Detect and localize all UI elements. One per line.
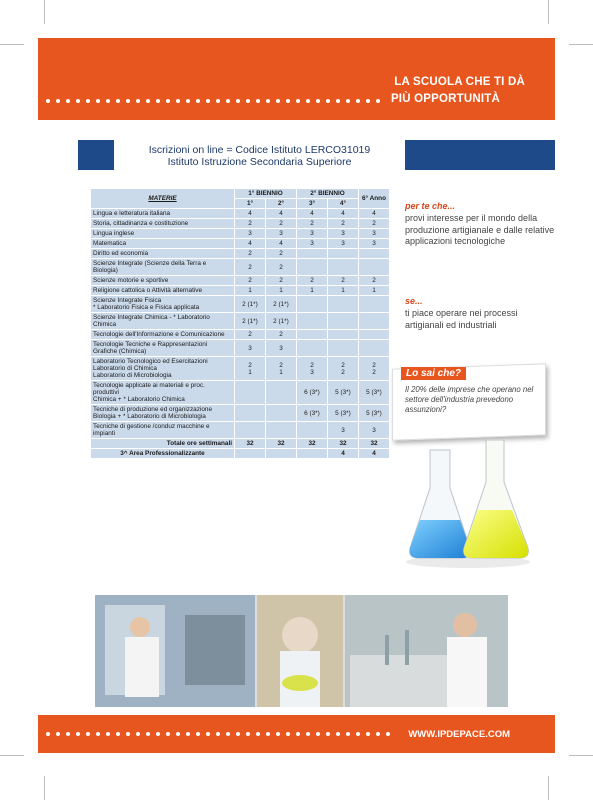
hours-cell bbox=[328, 249, 359, 259]
hours-cell: 2 bbox=[297, 276, 328, 286]
crop-mark bbox=[0, 755, 24, 756]
total-value: 32 bbox=[328, 439, 359, 449]
footer-banner bbox=[38, 715, 555, 753]
total-value: 32 bbox=[297, 439, 328, 449]
info-bar-left bbox=[78, 140, 114, 170]
crop-mark bbox=[548, 776, 549, 800]
hours-cell bbox=[359, 296, 390, 313]
subject-name: Lingua e letteratura italiana bbox=[91, 209, 235, 219]
subject-name: Matematica bbox=[91, 239, 235, 249]
hours-cell bbox=[266, 381, 297, 405]
subject-name: Tecniche di produzione ed organizzazione Biologia + * Laboratorio di Microbiologia bbox=[91, 405, 235, 422]
hours-cell: 3 bbox=[328, 239, 359, 249]
subject-name: Tecnologie applicate ai materiali e proc. produttivi Chimica + * Laboratorio Chimica bbox=[91, 381, 235, 405]
subject-name: Diritto ed economia bbox=[91, 249, 235, 259]
hours-cell: 5 (3*) bbox=[359, 381, 390, 405]
area-value: 4 bbox=[359, 449, 390, 459]
subject-name: Storia, cittadinanza e costituzione bbox=[91, 219, 235, 229]
area-label: 3^ Area Professionalizzante bbox=[91, 449, 235, 459]
subject-name: Religione cattolica o Attività alternative bbox=[91, 286, 235, 296]
hours-cell bbox=[235, 381, 266, 405]
hours-cell: 2 bbox=[359, 276, 390, 286]
hours-cell bbox=[359, 330, 390, 340]
subject-row bbox=[91, 405, 390, 422]
hours-cell: 4 bbox=[266, 239, 297, 249]
hours-cell: 2 (1*) bbox=[235, 296, 266, 313]
hours-cell: 5 (3*) bbox=[328, 381, 359, 405]
total-label: Totale ore settimanali bbox=[91, 439, 235, 449]
subject-row bbox=[91, 296, 390, 313]
hours-cell bbox=[359, 313, 390, 330]
total-value: 32 bbox=[359, 439, 390, 449]
hours-cell: 2 bbox=[266, 219, 297, 229]
crop-mark bbox=[44, 0, 45, 24]
header-year: 2° bbox=[266, 199, 297, 209]
hours-cell: 3 bbox=[359, 422, 390, 439]
hours-cell: 4 bbox=[235, 239, 266, 249]
lo-sai-che-text: Il 20% delle imprese che operano nel settore dell'industria prevedono assunzioni? bbox=[405, 385, 534, 414]
hours-cell: 2 bbox=[235, 219, 266, 229]
dotted-line bbox=[46, 732, 396, 736]
subject-row bbox=[91, 209, 390, 219]
lo-sai-che-tag: Lo sai che? bbox=[401, 367, 466, 380]
hours-cell bbox=[328, 296, 359, 313]
hours-cell: 2 bbox=[359, 219, 390, 229]
subject-name: Scienze motorie e sportive bbox=[91, 276, 235, 286]
hours-cell: 6 (3*) bbox=[297, 405, 328, 422]
crop-mark bbox=[0, 44, 24, 45]
header-biennio-2: 2° BIENNIO bbox=[297, 189, 359, 199]
header-banner bbox=[38, 38, 555, 120]
subject-row bbox=[91, 276, 390, 286]
banner-title-line1: LA SCUOLA CHE TI DÀ bbox=[394, 76, 525, 88]
hours-cell: 3 bbox=[359, 229, 390, 239]
hours-cell: 2 bbox=[328, 219, 359, 229]
hours-cell: 1 bbox=[359, 286, 390, 296]
header-biennio-1: 1° BIENNIO bbox=[235, 189, 297, 199]
subject-row bbox=[91, 249, 390, 259]
hours-cell: 3 bbox=[328, 422, 359, 439]
subject-row bbox=[91, 340, 390, 357]
hours-cell: 3 bbox=[328, 229, 359, 239]
hours-cell: 2 bbox=[235, 249, 266, 259]
hours-cell bbox=[266, 405, 297, 422]
hours-cell: 3 bbox=[266, 340, 297, 357]
lab-photos-strip bbox=[95, 595, 508, 707]
area-value: 4 bbox=[328, 449, 359, 459]
total-value: 32 bbox=[266, 439, 297, 449]
hours-cell bbox=[359, 340, 390, 357]
subject-row bbox=[91, 357, 390, 381]
hours-cell bbox=[297, 296, 328, 313]
subject-row bbox=[91, 286, 390, 296]
enrollment-info bbox=[114, 144, 405, 168]
hours-cell: 4 bbox=[328, 209, 359, 219]
subjects-table bbox=[90, 188, 390, 459]
se-text: ti piace operare nei processi artigianali ed industriali bbox=[405, 308, 518, 330]
hours-cell: 3 bbox=[235, 340, 266, 357]
subject-row bbox=[91, 381, 390, 405]
hours-cell: 2 bbox=[266, 276, 297, 286]
hours-cell: 2 bbox=[328, 276, 359, 286]
subject-name: Laboratorio Tecnologico ed Esercitazioni Laboratorio di Chimica Laboratorio di Microbiologia bbox=[91, 357, 235, 381]
hours-cell: 2 2 bbox=[359, 357, 390, 381]
header-year: 4° bbox=[328, 199, 359, 209]
header-sesto-anno: 6° Anno bbox=[359, 189, 390, 209]
total-value: 32 bbox=[235, 439, 266, 449]
hours-cell: 3 bbox=[359, 239, 390, 249]
hours-cell bbox=[297, 249, 328, 259]
hours-cell: 6 (3*) bbox=[297, 381, 328, 405]
hours-cell: 2 bbox=[297, 219, 328, 229]
chemistry-flasks-image bbox=[398, 440, 538, 570]
subject-row bbox=[91, 219, 390, 229]
hours-cell bbox=[297, 330, 328, 340]
website-link[interactable]: WWW.IPDEPACE.COM bbox=[408, 729, 510, 740]
banner-title-line2: PIÙ OPPORTUNITÀ bbox=[390, 93, 500, 105]
hours-cell: 2 3 bbox=[297, 357, 328, 381]
enrollment-code: Iscrizioni on line = Codice Istituto LERCO31019 bbox=[148, 144, 371, 156]
subject-name: Scienze Integrate Chimica - * Laboratorio Chimica bbox=[91, 313, 235, 330]
hours-cell: 2 bbox=[266, 249, 297, 259]
hours-cell: 3 bbox=[297, 229, 328, 239]
hours-cell: 1 bbox=[235, 286, 266, 296]
hours-cell: 5 (3*) bbox=[359, 405, 390, 422]
hours-cell: 4 bbox=[359, 209, 390, 219]
subject-name: Scienze Integrate Fisica * Laboratorio Fisica e Fisica applicata bbox=[91, 296, 235, 313]
subject-name: Tecnologie Tecniche e Rappresentazioni Grafiche (Chimica) bbox=[91, 340, 235, 357]
hours-cell bbox=[235, 422, 266, 439]
hours-cell: 1 bbox=[297, 286, 328, 296]
hours-cell: 2 (1*) bbox=[266, 296, 297, 313]
hours-cell: 2 1 bbox=[235, 357, 266, 381]
hours-cell bbox=[328, 330, 359, 340]
header-materie: MATERIE bbox=[91, 189, 235, 209]
hours-cell bbox=[266, 422, 297, 439]
hours-cell: 2 (1*) bbox=[235, 313, 266, 330]
subject-name: Lingua inglese bbox=[91, 229, 235, 239]
hours-cell bbox=[297, 422, 328, 439]
hours-cell bbox=[297, 340, 328, 357]
subject-name: Tecnologie dell'Informazione e Comunicazione bbox=[91, 330, 235, 340]
hours-cell bbox=[359, 249, 390, 259]
hours-cell: 4 bbox=[297, 209, 328, 219]
hours-cell bbox=[297, 259, 328, 276]
total-row bbox=[91, 439, 390, 449]
hours-cell: 4 bbox=[235, 209, 266, 219]
crop-mark bbox=[569, 44, 593, 45]
subject-name: Tecniche di gestione /conduz macchine e impianti bbox=[91, 422, 235, 439]
area-value bbox=[266, 449, 297, 459]
hours-cell: 1 bbox=[328, 286, 359, 296]
hours-cell: 2 bbox=[266, 330, 297, 340]
subject-row bbox=[91, 330, 390, 340]
hours-cell: 4 bbox=[266, 209, 297, 219]
subject-name: Scienze Integrate (Scienze della Terra e Biologia) bbox=[91, 259, 235, 276]
info-bar-right bbox=[405, 140, 555, 170]
hours-cell: 2 1 bbox=[266, 357, 297, 381]
hours-cell: 2 bbox=[266, 259, 297, 276]
hours-cell bbox=[328, 259, 359, 276]
area-value bbox=[297, 449, 328, 459]
hours-cell: 2 2 bbox=[328, 357, 359, 381]
subject-row bbox=[91, 259, 390, 276]
hours-cell bbox=[328, 313, 359, 330]
hours-cell: 3 bbox=[266, 229, 297, 239]
subject-row bbox=[91, 422, 390, 439]
header-year: 1° bbox=[235, 199, 266, 209]
hours-cell: 5 (3*) bbox=[328, 405, 359, 422]
crop-mark bbox=[44, 776, 45, 800]
hours-cell: 2 (1*) bbox=[266, 313, 297, 330]
hours-cell: 3 bbox=[235, 229, 266, 239]
subject-row bbox=[91, 313, 390, 330]
header-year: 3° bbox=[297, 199, 328, 209]
per-te-che-text: provi interesse per il mondo della produzione artigianale e dalle relative applicazioni tecnologiche bbox=[405, 213, 555, 246]
hours-cell: 3 bbox=[297, 239, 328, 249]
per-te-che-heading: per te che... bbox=[405, 201, 456, 211]
crop-mark bbox=[569, 755, 593, 756]
area-value bbox=[235, 449, 266, 459]
dotted-line bbox=[46, 99, 386, 103]
hours-cell bbox=[328, 340, 359, 357]
school-type: Istituto Istruzione Secondaria Superiore bbox=[167, 156, 352, 168]
subject-row bbox=[91, 239, 390, 249]
hours-cell bbox=[359, 259, 390, 276]
hours-cell: 2 bbox=[235, 276, 266, 286]
subject-row bbox=[91, 229, 390, 239]
crop-mark bbox=[548, 0, 549, 24]
hours-cell: 2 bbox=[235, 330, 266, 340]
hours-cell: 2 bbox=[235, 259, 266, 276]
area-row bbox=[91, 449, 390, 459]
hours-cell: 1 bbox=[266, 286, 297, 296]
hours-cell bbox=[297, 313, 328, 330]
se-heading: se... bbox=[405, 296, 423, 306]
hours-cell bbox=[235, 405, 266, 422]
